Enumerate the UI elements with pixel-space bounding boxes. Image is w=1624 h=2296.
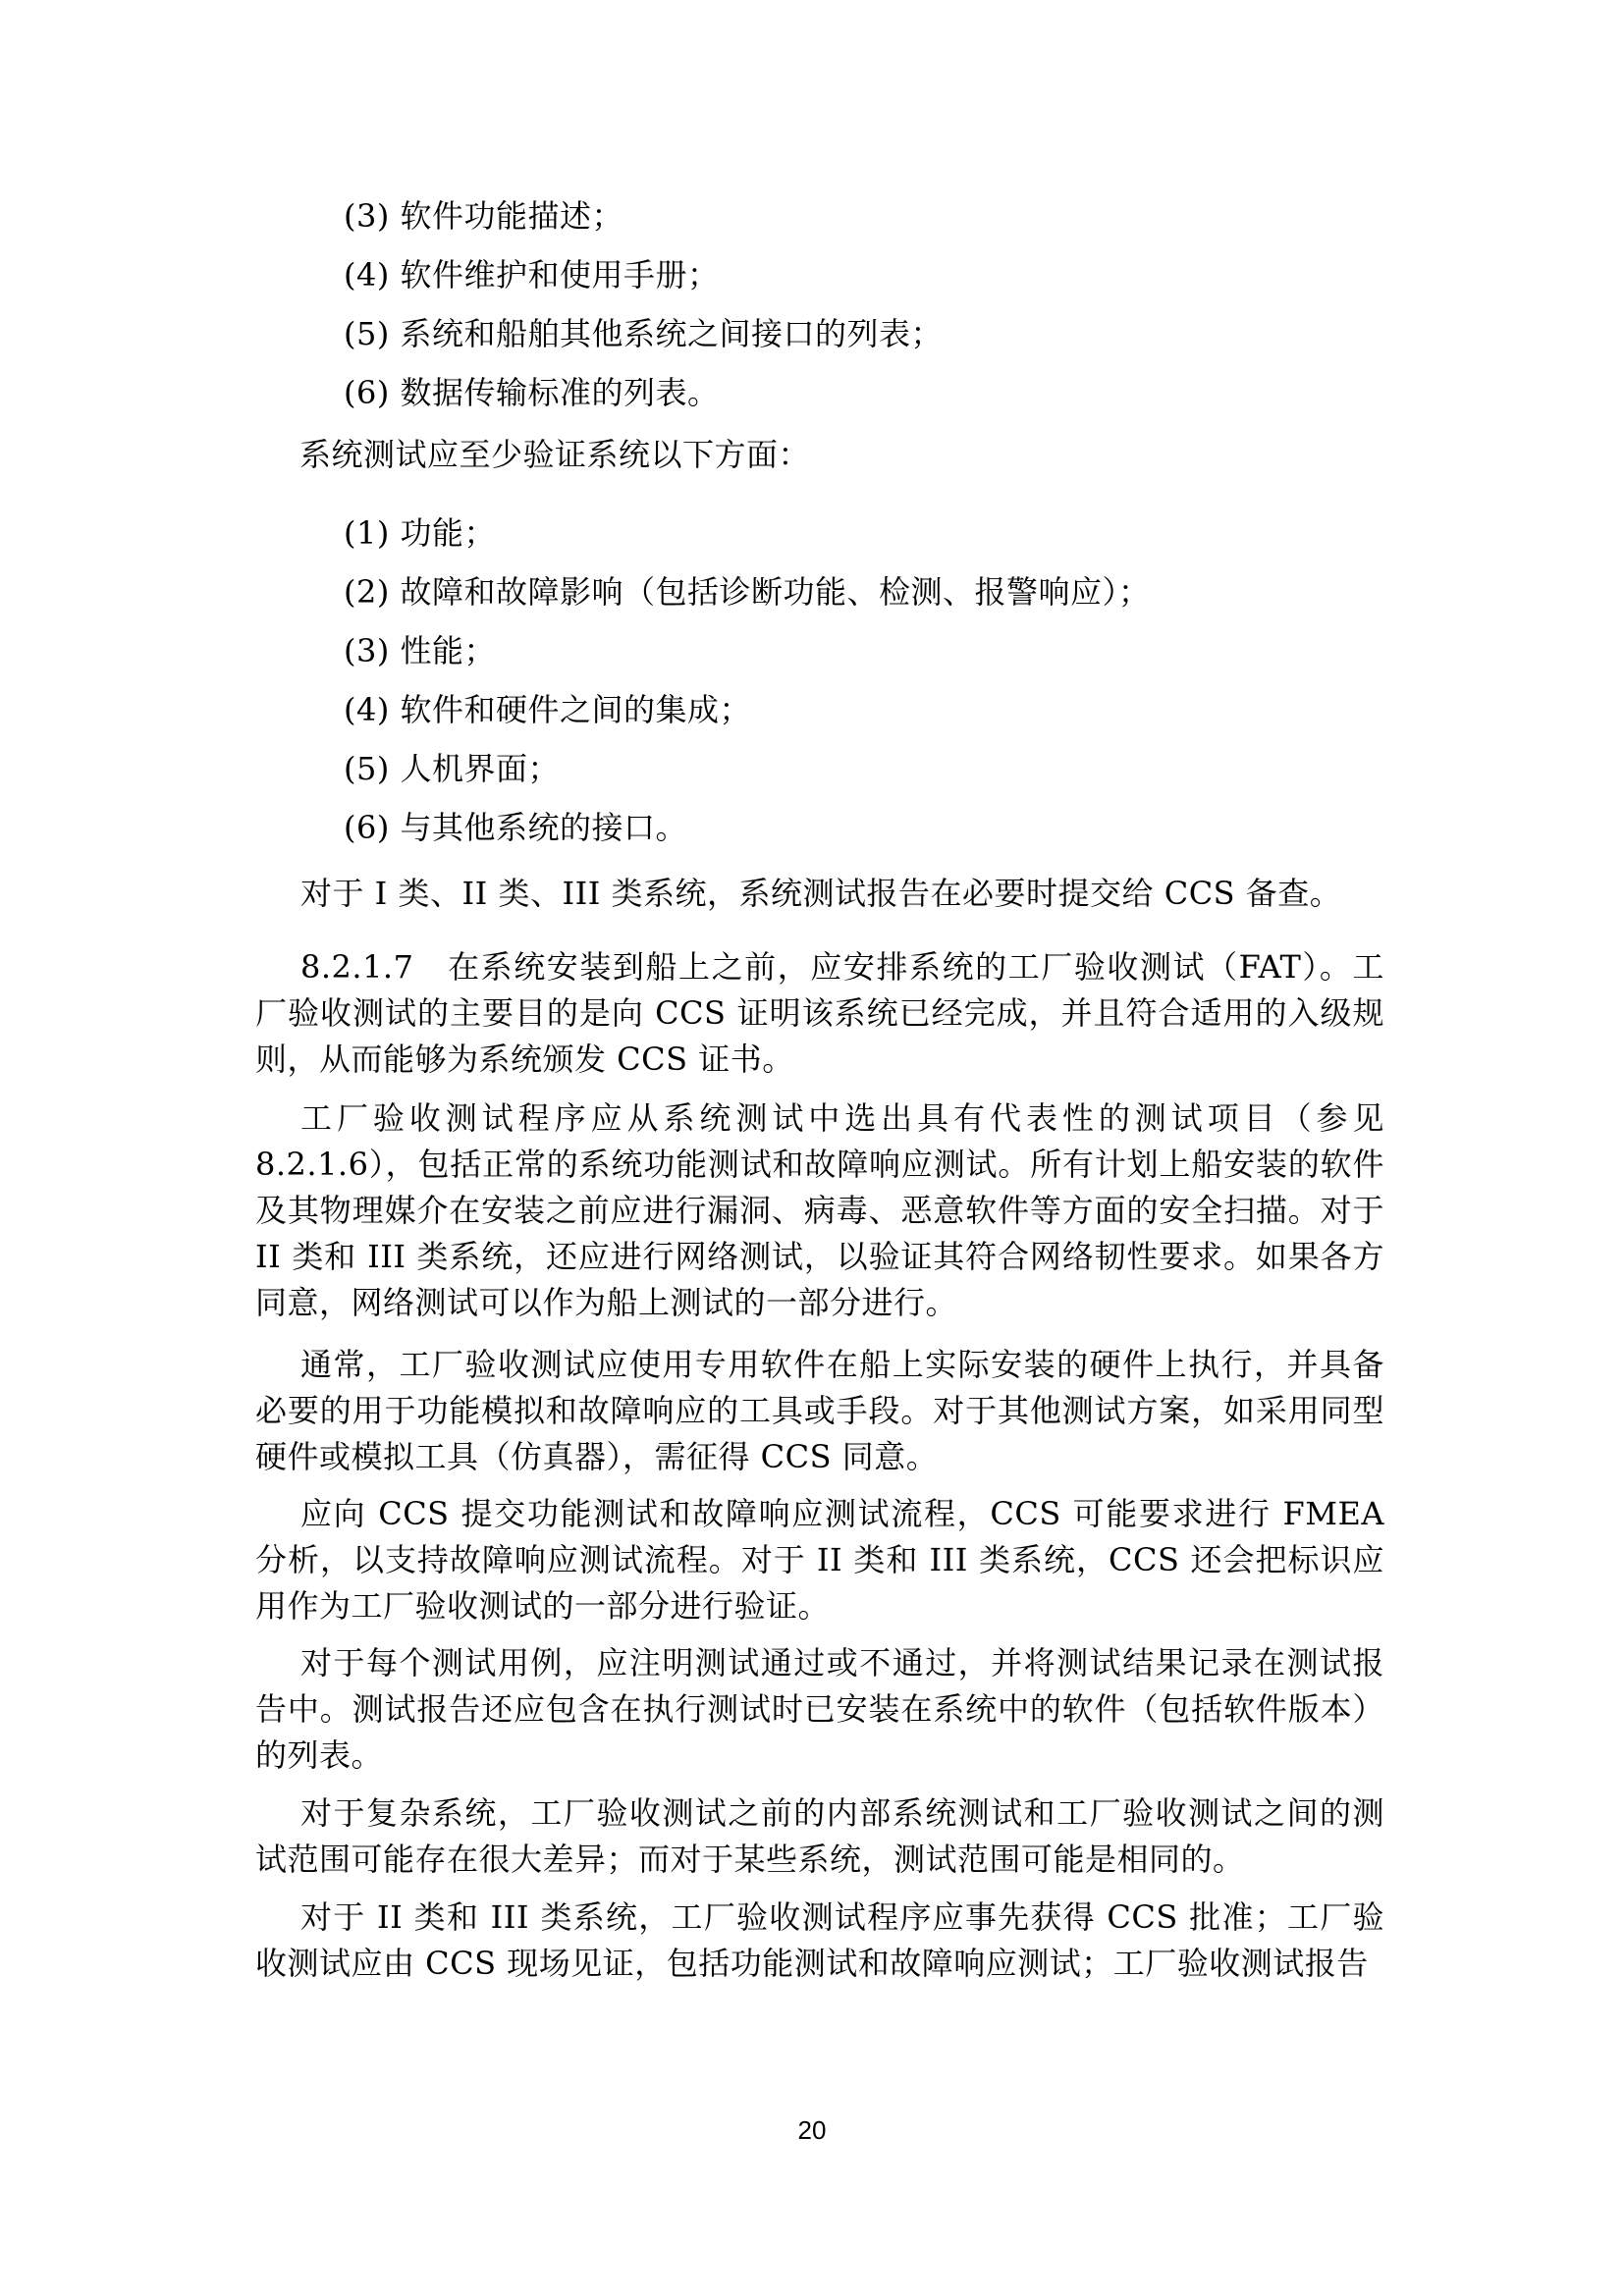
list-item: (4) 软件和硬件之间的集成；	[344, 691, 752, 728]
paragraph-section-8-2-1-7: 8.2.1.7 在系统安装到船上之前，应安排系统的工厂验收测试（FAT）。工厂验收测试的主要目的是向 CCS 证明该系统已经完成，并且符合适用的入级规则，从而能够为系统颁发 CCS 证书。	[255, 948, 1384, 1078]
paragraph: 工厂验收测试程序应从系统测试中选出具有代表性的测试项目（参见8.2.1.6），包括正常的系统功能测试和故障响应测试。所有计划上船安装的软件及其物理媒介在安装之前应进行漏洞、病毒、恶意软件等方面的安全扫描。对于 II 类和 III 类系统，还应进行网络测试，以验证其符合网络韧性要求。如果各方同意，网络测试可以作为船上测试的一部分进行。	[255, 1099, 1384, 1321]
intro-text: 系统测试应至少验证系统以下方面：	[299, 436, 811, 473]
list-item: (1) 功能；	[344, 514, 497, 552]
paragraph: 通常，工厂验收测试应使用专用软件在船上实际安装的硬件上执行，并具备必要的用于功能模拟和故障响应的工具或手段。对于其他测试方案，如采用同型硬件或模拟工具（仿真器），需征得 CCS 同意。	[255, 1346, 1384, 1475]
list-item: (3) 性能；	[344, 632, 497, 669]
list-item: (6) 与其他系统的接口。	[344, 809, 688, 846]
list-item: (4) 软件维护和使用手册；	[344, 256, 720, 294]
paragraph: 对于复杂系统，工厂验收测试之前的内部系统测试和工厂验收测试之间的测试范围可能存在很大差异；而对于某些系统，测试范围可能是相同的。	[255, 1794, 1384, 1878]
list-item: (6) 数据传输标准的列表。	[344, 374, 720, 411]
list-item: (3) 软件功能描述；	[344, 197, 624, 235]
list-item: (5) 系统和船舶其他系统之间接口的列表；	[344, 315, 944, 352]
paragraph: 对于 II 类和 III 类系统，工厂验收测试程序应事先获得 CCS 批准；工厂验收测试应由 CCS 现场见证，包括功能测试和故障响应测试；工厂验收测试报告	[255, 1898, 1384, 1982]
page-number: 20	[797, 2115, 827, 2145]
list-item: (2) 故障和故障影响（包括诊断功能、检测、报警响应）；	[344, 573, 1151, 611]
list-item: (5) 人机界面；	[344, 750, 561, 787]
paragraph: 应向 CCS 提交功能测试和故障响应测试流程，CCS 可能要求进行 FMEA 分析，以支持故障响应测试流程。对于 II 类和 III 类系统，CCS 还会把标识应用作为工厂验收测试的一部分进行验证。	[255, 1495, 1384, 1625]
paragraph: 对于 I 类、II 类、III 类系统，系统测试报告在必要时提交给 CCS 备查。	[300, 875, 1342, 912]
paragraph: 对于每个测试用例，应注明测试通过或不通过，并将测试结果记录在测试报告中。测试报告还应包含在执行测试时已安装在系统中的软件（包括软件版本）的列表。	[255, 1644, 1384, 1774]
